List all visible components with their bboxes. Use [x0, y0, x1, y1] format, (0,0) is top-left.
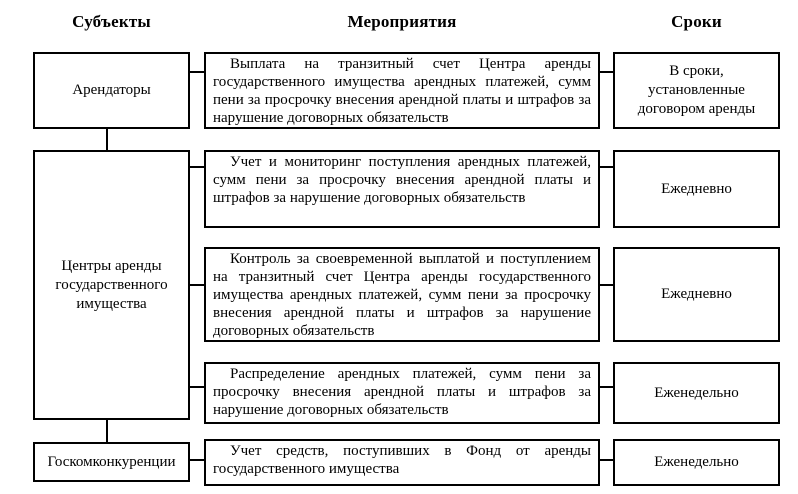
term-box-daily-2: Ежедневно — [613, 247, 780, 342]
connector-line — [599, 386, 614, 388]
activity-box-monitoring: Учет и мониторинг поступления арендных платежей, сумм пени за просрочку внесения арендной платы и штрафов за нарушение договорных обязательств — [204, 150, 600, 228]
connector-line — [106, 419, 108, 443]
term-box-weekly-2: Еженедельно — [613, 439, 780, 486]
connector-line — [599, 459, 614, 461]
subject-box-tenants: Арендаторы — [33, 52, 190, 129]
column-header-activities: Мероприятия — [347, 12, 457, 31]
connector-line — [599, 71, 614, 73]
connector-line — [189, 459, 204, 461]
connector-line — [189, 166, 204, 168]
connector-line — [189, 284, 204, 286]
column-header-terms: Сроки — [671, 12, 722, 31]
term-box-daily-1: Ежедневно — [613, 150, 780, 228]
connector-line — [189, 386, 204, 388]
connector-line — [599, 284, 614, 286]
activity-box-distribution: Распределение арендных платежей, сумм пени за просрочку внесения арендной платы и штрафов за нарушение договорных обязательств — [204, 362, 600, 424]
activity-box-payment: Выплата на транзитный счет Центра аренды государственного имущества арендных платежей, сумм пени за просрочку внесения арендной платы и штрафов за нарушение договорных обязательств — [204, 52, 600, 129]
term-box-contract-terms: В сроки, установленные договором аренды — [613, 52, 780, 129]
subject-box-goskomkonkurencii: Госкомконкуренции — [33, 442, 190, 482]
activity-box-control: Контроль за своевременной выплатой и поступлением на транзитный счет Центра аренды государственного имущества арендных платежей, сумм пени за просрочку внесения арендной платы и штрафов за нарушение договорных обязательств — [204, 247, 600, 342]
activity-box-fund-accounting: Учет средств, поступивших в Фонд от аренды государственного имущества — [204, 439, 600, 486]
connector-line — [106, 128, 108, 151]
term-box-weekly-1: Еженедельно — [613, 362, 780, 424]
subject-box-rent-centers: Центры аренды государственного имущества — [33, 150, 190, 420]
connector-line — [599, 166, 614, 168]
connector-line — [189, 71, 204, 73]
column-header-subjects: Субъекты — [72, 12, 151, 31]
